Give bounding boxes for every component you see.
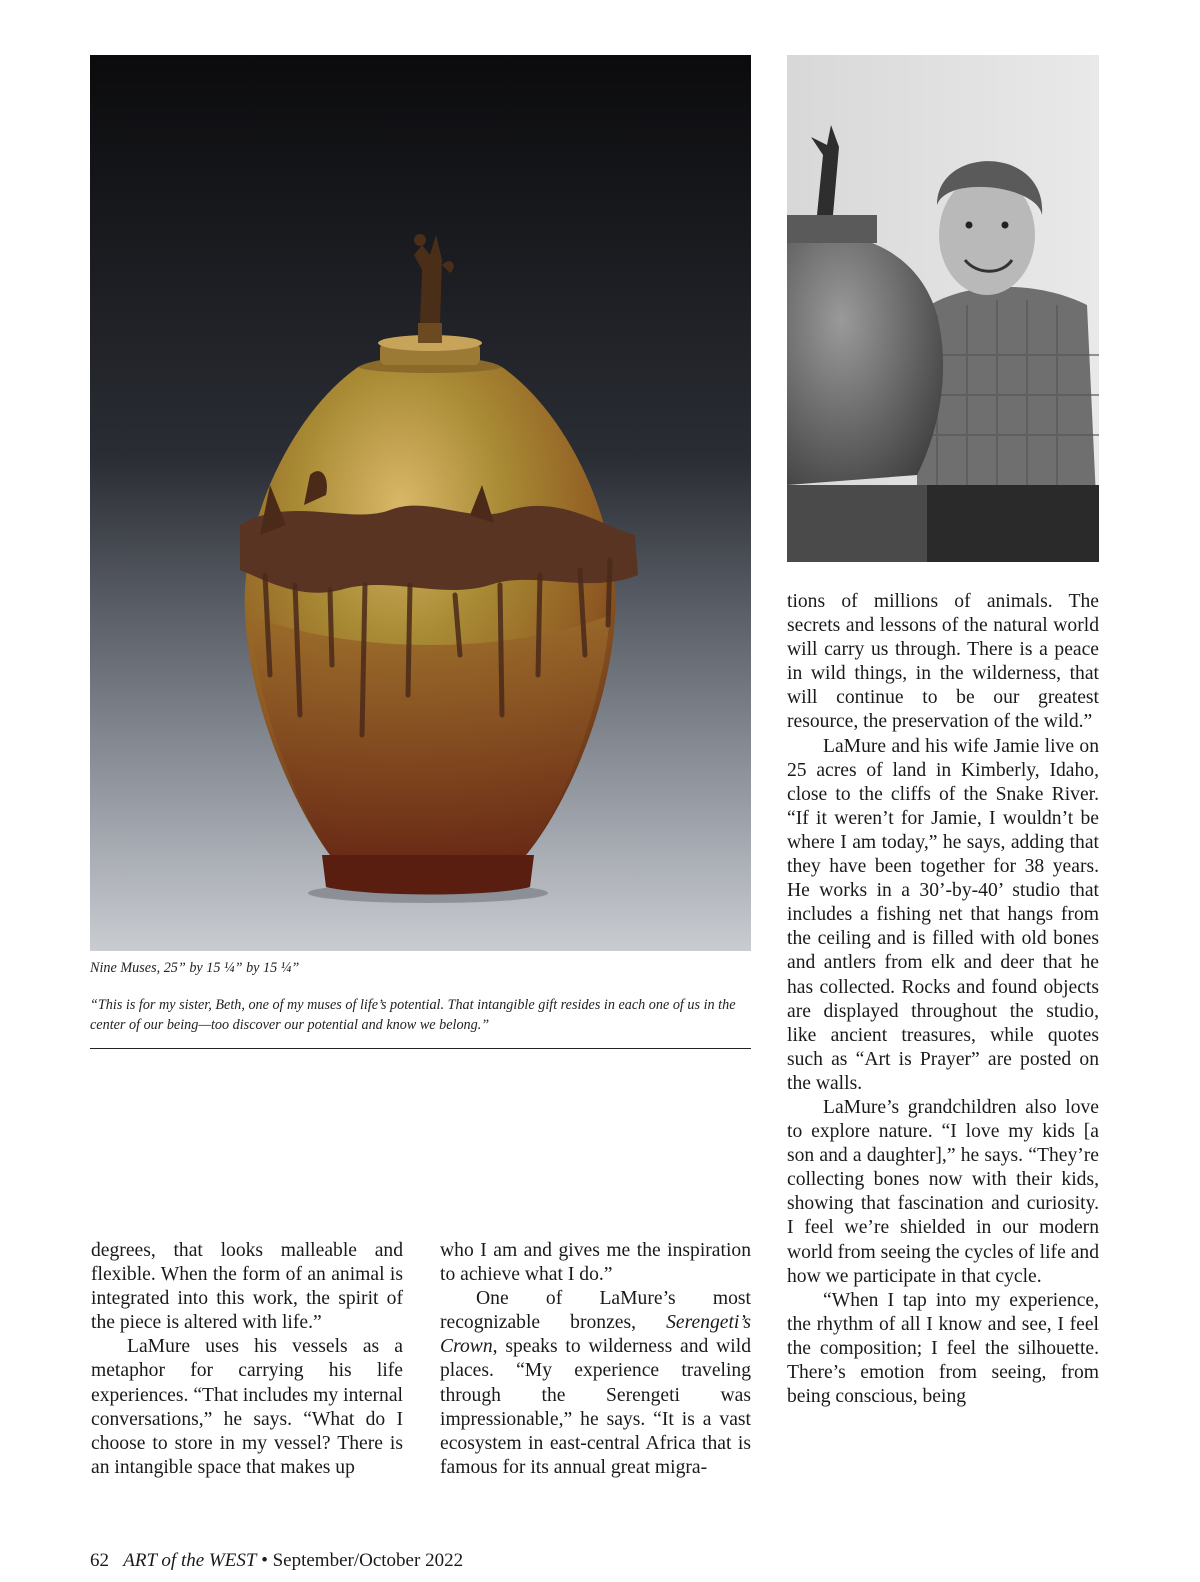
paragraph: LaMure uses his vessels as a metaphor for carrying his life experiences. “That includes my internal conversations,” he says. “What do I choose to store in my vessel? There is an intangible space that makes up	[91, 1336, 403, 1478]
footer-bullet: •	[261, 1550, 268, 1571]
photo-caption-quote: “This is for my sister, Beth, one of my muses of life’s potential. That intangible gift resides in each one of us in the center of our being—too discover our potential and know we belong.”	[90, 997, 736, 1033]
paragraph: who I am and gives me the inspiration to achieve what I do.”	[440, 1240, 751, 1286]
paragraph: LaMure and his wife Jamie live on 25 acres of land in Kimberly, Idaho, close to the cliffs of the Snake River. “If it weren’t for Jamie, I wouldn’t be where I am today,” he says, adding that they have been together for 38 years. He works in a 30’-by-40’ studio that includes a fishing net that hangs from the ceiling and is filled with old bones and antlers from elk and deer that he has collected. Rocks and found objects are displayed throughout the studio, like ancient treasures, while quotes such as “Art is Prayer” are posted on the walls.	[787, 735, 1099, 1094]
artist-portrait-illustration	[787, 55, 1099, 562]
page-footer	[90, 1550, 463, 1572]
paragraph	[440, 1287, 751, 1480]
article-column-1	[91, 1239, 403, 1480]
magazine-name: ART of the WEST	[123, 1550, 257, 1571]
text-run: , speaks to wilderness and wild places. “My experience traveling through the Serengeti was impressionable,” he says. “It is a vast ecosystem in east-central Africa that is famous for its annual great migra-	[440, 1336, 751, 1478]
article-column-2	[440, 1239, 751, 1480]
paragraph: “When I tap into my experience, the rhythm of all I know and see, I feel the composition; I feel the silhouette. There’s emotion from seeing, from being conscious, being	[787, 1289, 1099, 1408]
issue-date: September/October 2022	[272, 1550, 464, 1571]
paragraph: tions of millions of animals. The secrets and lessons of the natural world will carry us through. There is a peace in wild things, in the wilderness, that will continue to be our greatest resource, the preservation of the wild.”	[787, 591, 1099, 733]
paragraph: degrees, that looks malleable and flexible. When the form of an animal is integrated into this work, the spirit of the piece is altered with life.”	[91, 1240, 403, 1334]
paragraph: LaMure’s grandchildren also love to explore nature. “I love my kids [a son and a daughter],” he says. “They’re collecting bones now with their kids, showing that fascination and curiosity. I feel we’re shielded in our modern world from seeing the cycles of life and how we participate in that cycle.	[787, 1096, 1099, 1287]
page-number: 62	[90, 1550, 109, 1571]
artist-portrait-photo	[787, 55, 1099, 562]
caption-divider	[90, 1048, 751, 1049]
text-run: One of LaMure’s most recognizable bronzes,	[440, 1288, 751, 1334]
vessel-illustration	[90, 55, 751, 951]
photo-caption-title: Nine Muses, 25” by 15 ¼” by 15 ¼”	[90, 960, 300, 976]
artwork-title: Serengeti’s Crown	[440, 1312, 751, 1358]
vessel-photo	[90, 55, 751, 951]
article-column-3	[787, 590, 1099, 1409]
